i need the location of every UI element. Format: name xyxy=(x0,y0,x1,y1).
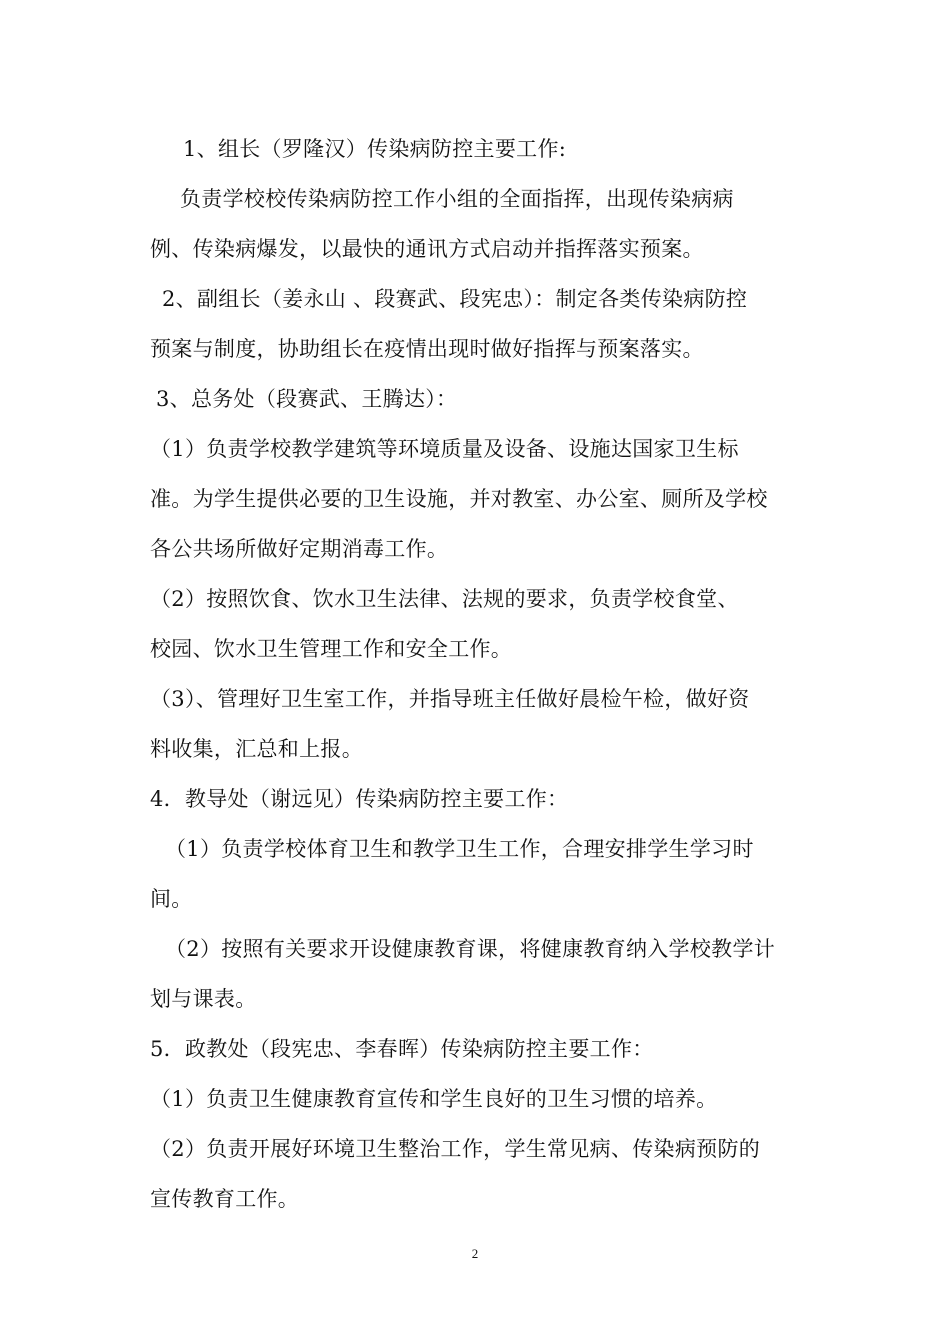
paragraph-line: 负责学校校传染病防控工作小组的全面指挥，出现传染病病 xyxy=(180,187,734,211)
list-item-line: 间。 xyxy=(150,887,193,911)
paragraph-line: 例、传染病爆发，以最快的通讯方式启动并指挥落实预案。 xyxy=(150,237,704,261)
heading-political-education: 5．政教处（段宪忠、李春晖）传染病防控主要工作： xyxy=(150,1037,654,1061)
heading-academic-affairs: 4．教导处（谢远见）传染病防控主要工作： xyxy=(150,787,569,811)
list-item-line: （2）按照饮食、饮水卫生法律、法规的要求，负责学校食堂、 xyxy=(150,587,739,611)
list-item-line: 宣传教育工作。 xyxy=(150,1187,300,1211)
list-item-line: （1）负责学校体育卫生和教学卫生工作，合理安排学生学习时 xyxy=(165,837,754,861)
list-item-line: 准。为学生提供必要的卫生设施，并对教室、办公室、厕所及学校 xyxy=(150,487,768,511)
heading-deputy-leaders: 2、副组长（姜永山 、段赛武、段宪忠）：制定各类传染病防控 xyxy=(162,287,748,311)
list-item-line: （3）、管理好卫生室工作，并指导班主任做好晨检午检，做好资 xyxy=(150,687,750,711)
list-item-line: （1）负责卫生健康教育宣传和学生良好的卫生习惯的培养。 xyxy=(150,1087,718,1111)
page-number: 2 xyxy=(471,1246,479,1261)
list-item-line: 划与课表。 xyxy=(150,987,257,1011)
list-item-line: （2）负责开展好环境卫生整治工作，学生常见病、传染病预防的 xyxy=(150,1137,761,1161)
list-item-line: （2）按照有关要求开设健康教育课，将健康教育纳入学校教学计 xyxy=(165,937,776,961)
paragraph-line: 预案与制度，协助组长在疫情出现时做好指挥与预案落实。 xyxy=(150,337,704,361)
list-item-line: 料收集，汇总和上报。 xyxy=(150,737,363,761)
heading-group-leader: 1、组长（罗隆汉）传染病防控主要工作: xyxy=(183,137,567,161)
list-item-line: 各公共场所做好定期消毒工作。 xyxy=(150,537,449,561)
list-item-line: （1）负责学校教学建筑等环境质量及设备、设施达国家卫生标 xyxy=(150,437,739,461)
heading-general-affairs: 3、总务处（段赛武、王腾达）： xyxy=(156,387,458,411)
list-item-line: 校园、饮水卫生管理工作和安全工作。 xyxy=(150,637,513,661)
